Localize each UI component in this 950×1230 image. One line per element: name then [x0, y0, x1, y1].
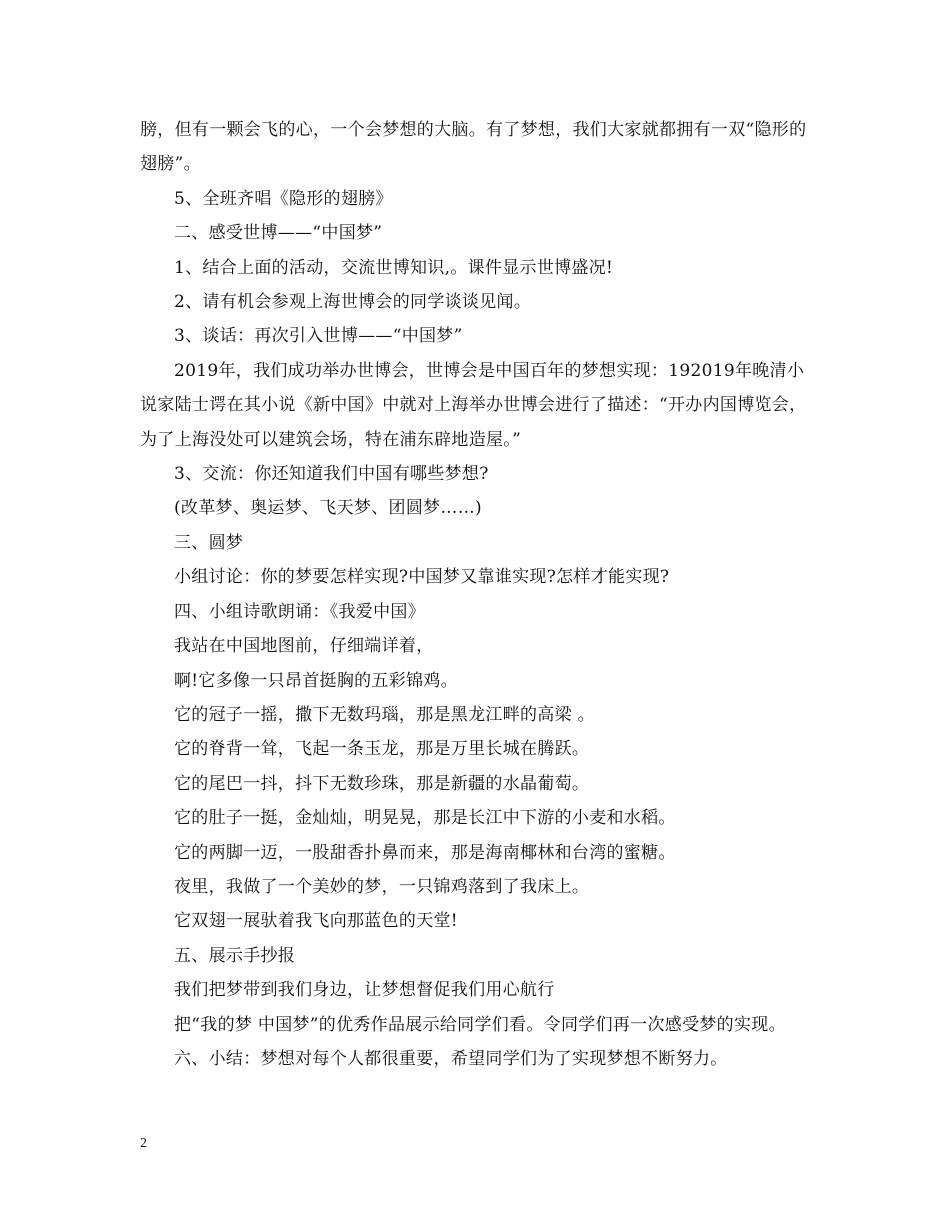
- poem-line: 它的脊背一耸，飞起一条玉龙，那是万里长城在腾跃。: [174, 739, 590, 760]
- poem-line: 我站在中国地图前，仔细端详着，: [174, 636, 434, 657]
- list-item: 2、请有机会参观上海世博会的同学谈谈见闻。: [174, 292, 532, 313]
- section-heading-expo: 二、感受世博——“中国梦”: [174, 223, 383, 244]
- poem-line: 它的两脚一迈，一股甜香扑鼻而来，那是海南椰林和台湾的蜜糖。: [174, 842, 676, 863]
- section-heading-showcase: 五、展示手抄报: [174, 945, 296, 966]
- page-number: 2: [140, 1136, 147, 1151]
- paragraph: 小组讨论：你的梦要怎样实现?中国梦又靠谁实现?怎样才能实现?: [174, 567, 670, 588]
- list-item: 1、结合上面的活动，交流世博知识,。课件显示世博盛况!: [174, 257, 614, 278]
- poem-line: 夜里，我做了一个美妙的梦，一只锦鸡落到了我床上。: [174, 876, 590, 897]
- document-body: [140, 113, 820, 1076]
- paragraph: 2019年，我们成功举办世博会，世博会是中国百年的梦想实现：192019年晚清小说家陆士谔在其小说《新中国》中就对上海举办世博会进行了描述：“开办内国博览会，为了上海没处可以建筑会场，特在浦东辟地造屋。”: [140, 360, 807, 450]
- poem-line: 啊!它多像一只昂首挺胸的五彩锦鸡。: [174, 670, 458, 691]
- paragraph: 把“我的梦 中国梦”的优秀作品展示给同学们看。令同学们再一次感受梦的实现。: [174, 1014, 786, 1035]
- list-item-sing-song: 5、全班齐唱《隐形的翅膀》: [174, 188, 393, 209]
- list-item: 3、谈话：再次引入世博——“中国梦”: [174, 326, 463, 347]
- section-heading-poem: 四、小组诗歌朗诵：《我爱中国》: [174, 601, 425, 622]
- paragraph: 膀，但有一颗会飞的心，一个会梦想的大脑。有了梦想，我们大家就都拥有一双“隐形的翅膀”。: [140, 120, 807, 175]
- poem-line: 它双翅一展驮着我飞向那蓝色的天堂!: [174, 911, 458, 932]
- section-heading-summary: 六、小结：梦想对每个人都很重要，希望同学们为了实现梦想不断努力。: [174, 1048, 728, 1069]
- poem-line: 它的冠子一摇，撒下无数玛瑙，那是黑龙江畔的高梁 。: [174, 704, 595, 725]
- poem-line: 它的尾巴一抖，抖下无数珍珠，那是新疆的水晶葡萄。: [174, 773, 590, 794]
- section-heading-dream: 三、圆梦: [174, 532, 244, 553]
- paragraph: 我们把梦带到我们身边，让梦想督促我们用心航行: [174, 980, 555, 1001]
- paragraph: (改革梦、奥运梦、飞天梦、团圆梦……): [174, 498, 482, 519]
- list-item: 3、交流：你还知道我们中国有哪些梦想?: [174, 464, 489, 485]
- poem-line: 它的肚子一挺，金灿灿，明晃晃，那是长江中下游的小麦和水稻。: [174, 808, 676, 829]
